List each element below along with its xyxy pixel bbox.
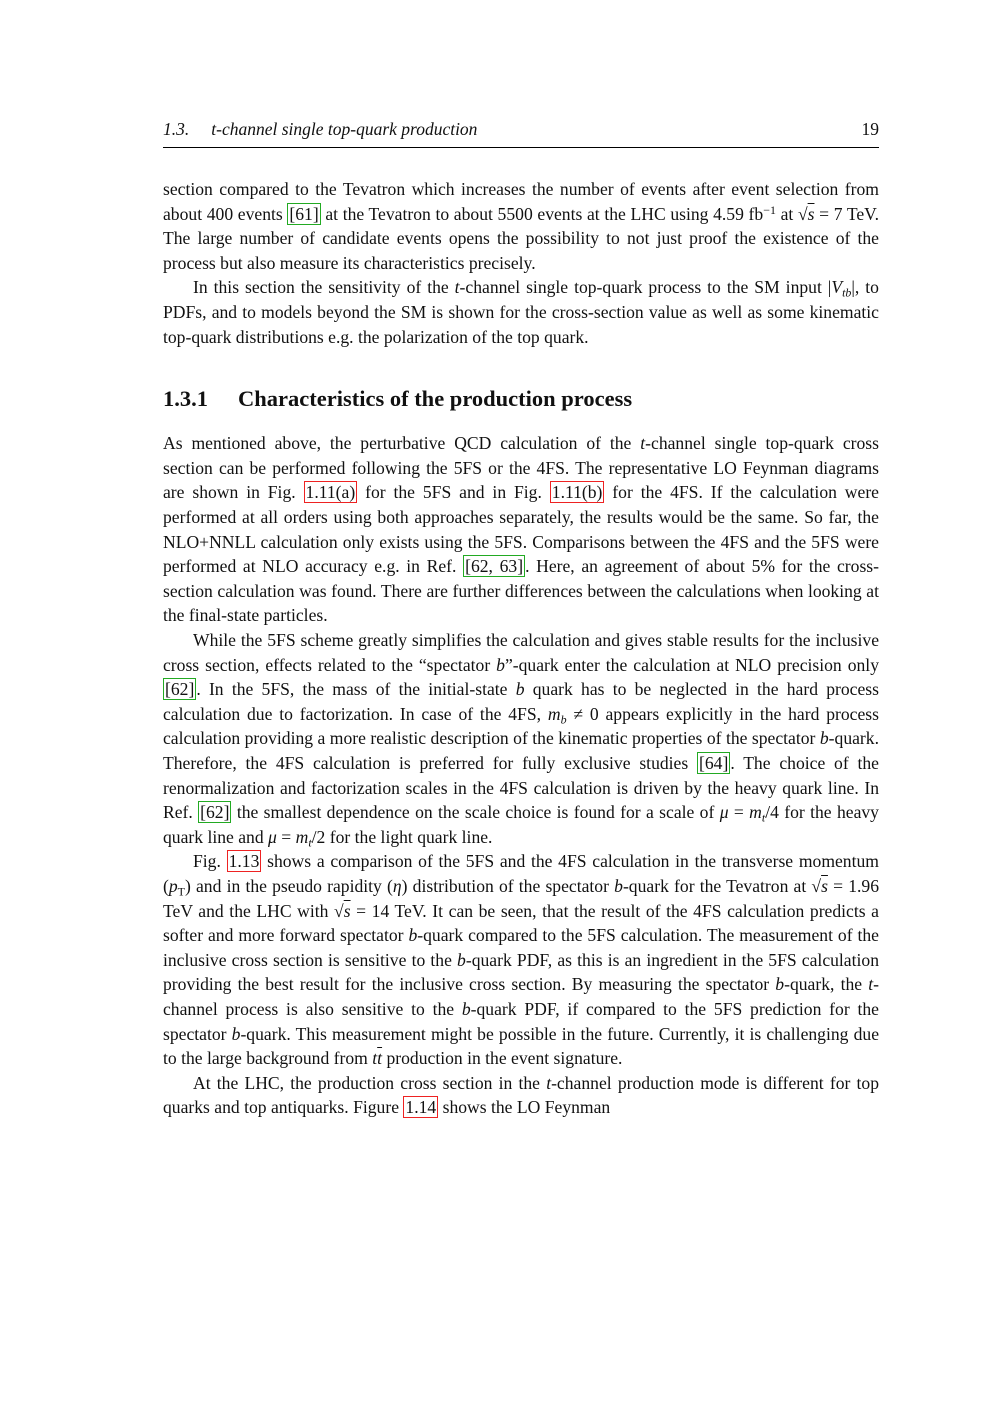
text-run: ”-quark enter the calculation at NLO precision only (504, 654, 879, 675)
radical-sign: √ (811, 875, 822, 896)
running-header (163, 119, 879, 148)
text-run: -quark PDF, if compared to the 5FS prediction for the spectator (163, 998, 879, 1044)
text-run: -quark for the Tevatron at (622, 875, 812, 896)
text-run: -channel process is also sensitive to the (163, 974, 879, 1019)
text-run: ) distribution of the spectator (401, 875, 615, 896)
math-variable: V (831, 277, 843, 298)
math-variable: t (761, 810, 766, 825)
text-run: shows a comparison of the 5FS and the 4FS calculation in the transverse momentum ( (163, 851, 879, 896)
text-run: for the 5FS and in Fig. (357, 482, 550, 503)
text-run: T (177, 884, 185, 899)
text-run: |, to PDFs, and to models beyond the SM is shown for the cross-section value as well as some kinematic top-quark distributions e.g. the polarization of the top quark. (163, 277, 879, 347)
sqrt-argument: s (807, 203, 815, 224)
text-run: /4 for the heavy quark line and (163, 802, 879, 847)
sqrt-expression (811, 876, 828, 896)
header-section-title: t-channel single top-quark production (211, 119, 478, 139)
math-variable: t (868, 974, 874, 995)
sqrt-argument: s (343, 900, 351, 921)
math-variable: b (231, 1023, 241, 1044)
text-run: -quark, the (784, 974, 869, 995)
paragraph (163, 1071, 879, 1120)
text-run: At the LHC, the production cross section in the (193, 1072, 547, 1093)
text-run: /2 for the light quark line. (311, 826, 493, 847)
text-run: production in the event signature. (382, 1048, 623, 1069)
text-run: = (276, 826, 296, 847)
text-run: In this section the sensitivity of the (193, 277, 455, 298)
text-run: at the Tevatron to about 5500 events at the LHC using 4.59 fb (320, 203, 764, 224)
radical-sign: √ (797, 203, 808, 224)
text-run: ) and in the pseudo rapidity ( (184, 875, 393, 896)
header-section-number: 1.3. (163, 119, 190, 139)
text-run: As mentioned above, the perturbative QCD calculation of the (163, 433, 641, 454)
math-variable: t (546, 1072, 552, 1093)
math-variable: b (614, 875, 623, 896)
text-run: -quark. Therefore, the 4FS calculation is preferred for fully exclusive studies (163, 728, 879, 773)
figure-reference-link[interactable]: 1.11(b) (551, 482, 603, 503)
math-variable: b (496, 654, 505, 675)
text-run: = 1.96 TeV and the LHC with (163, 875, 879, 921)
math-variable: η (392, 875, 402, 896)
page-body (163, 177, 879, 1120)
citation-link[interactable]: [61] (289, 203, 319, 224)
text-run: −1 (763, 202, 776, 217)
math-variable: p (168, 875, 178, 896)
figure-reference-link[interactable]: 1.14 (405, 1097, 437, 1118)
text-run: While the 5FS scheme greatly simplifies the calculation and gives stable results for the inclusive cross section, effects related to the “spectator (163, 630, 879, 675)
sqrt-expression (334, 901, 351, 921)
math-variable: $\overline{t}$ (377, 1048, 383, 1069)
math-variable: b (461, 998, 471, 1019)
text-run: -quark. This measurement might be possible in the future. Currently, it is challenging due to the large background from (163, 1023, 879, 1069)
text-run: . Here, an agreement of about 5% for the cross-section calculation was found. There are further differences between the calculations when looking at the final-state particles. (163, 556, 880, 626)
math-variable: b (515, 679, 525, 700)
sqrt-argument: s (821, 875, 828, 896)
subsection-number: 1.3.1 (163, 386, 208, 412)
paragraph (163, 275, 879, 349)
text-run: for the 4FS. If the calculation were performed at all orders using both approaches separately, the results would be the same. So far, the NLO+NNLL calculation only exists using the 5FS. Comparisons between the 4FS and the 5FS were performed at NLO accuracy e.g. in Ref. (163, 482, 879, 577)
math-variable: b (560, 712, 567, 727)
math-variable: b (775, 974, 785, 995)
paragraph (163, 177, 879, 275)
text-run: section compared to the Tevatron which increases the number of events after event selection from about 400 events (163, 179, 879, 224)
text-run: -quark PDF, as this is an ingredient in the 5FS calculation providing the best result for the inclusive cross section. By measuring the spectator (163, 949, 879, 995)
math-variable: m (547, 703, 561, 724)
text-run: quark has to be neglected in the hard process calculation due to factorization. In case of the 4FS, (163, 679, 879, 724)
math-variable: t (454, 277, 460, 298)
paragraph (163, 431, 879, 628)
math-variable: t (640, 433, 646, 454)
math-variable: b (819, 728, 829, 749)
page-number: 19 (861, 119, 879, 139)
text-run: -quark compared to the 5FS calculation. The measurement of the inclusive cross section is sensitive to the (163, 925, 879, 970)
math-variable: t (308, 835, 312, 850)
figure-reference-link[interactable]: 1.13 (228, 851, 260, 872)
math-variable: μ (719, 802, 729, 823)
text-run: = (728, 802, 750, 823)
text-run: -channel single top-quark cross section can be performed following the 5FS or the 4FS. The representative LO Feynman diagrams are shown in Fig. (163, 433, 879, 503)
subsection-title: Characteristics of the production process (238, 386, 633, 412)
subsection-heading (163, 385, 879, 413)
citation-link[interactable]: [64] (699, 753, 729, 773)
sqrt-expression (798, 204, 815, 224)
text-run: . In the 5FS, the mass of the initial-state (196, 679, 516, 700)
citation-link[interactable]: [62, 63] (465, 556, 524, 577)
math-variable: m (295, 826, 309, 847)
citation-link[interactable]: [62] (200, 802, 230, 823)
math-variable: μ (268, 826, 277, 847)
text-run: at (775, 203, 798, 224)
math-variable: b (408, 925, 418, 946)
math-variable: m (749, 802, 762, 823)
text-run: . The choice of the renormalization and factorization scales in the 4FS calculation is driven by the heavy quark line. In Ref. (163, 753, 879, 823)
math-variable: t (372, 1048, 378, 1069)
text-run: -channel production mode is different for top quarks and top antiquarks. Figure (163, 1072, 880, 1118)
paragraph (163, 849, 879, 1070)
text-run: = 7 TeV. The large number of candidate events opens the possibility to not just proof the existence of the process but also measure its characteristics precisely. (163, 203, 879, 273)
math-variable: tb (842, 285, 852, 300)
text-run: = 14 TeV. It can be seen, that the result of the 4FS calculation predicts a softer and more forward spectator (163, 900, 879, 946)
text-run: ≠ 0 appears explicitly in the hard process calculation providing a more realistic description of the kinematic properties of the spectator (163, 703, 879, 749)
math-variable: b (457, 949, 466, 970)
figure-reference-link[interactable]: 1.11(a) (305, 482, 356, 503)
text-run: -channel single top-quark process to the SM input | (459, 277, 832, 298)
paragraph (163, 628, 879, 849)
radical-sign: √ (334, 900, 344, 921)
text-run: shows the LO Feynman (438, 1097, 611, 1118)
citation-link[interactable]: [62] (165, 679, 195, 700)
text-run: the smallest dependence on the scale choice is found for a scale of (231, 802, 720, 823)
text-run: Fig. (193, 851, 227, 872)
